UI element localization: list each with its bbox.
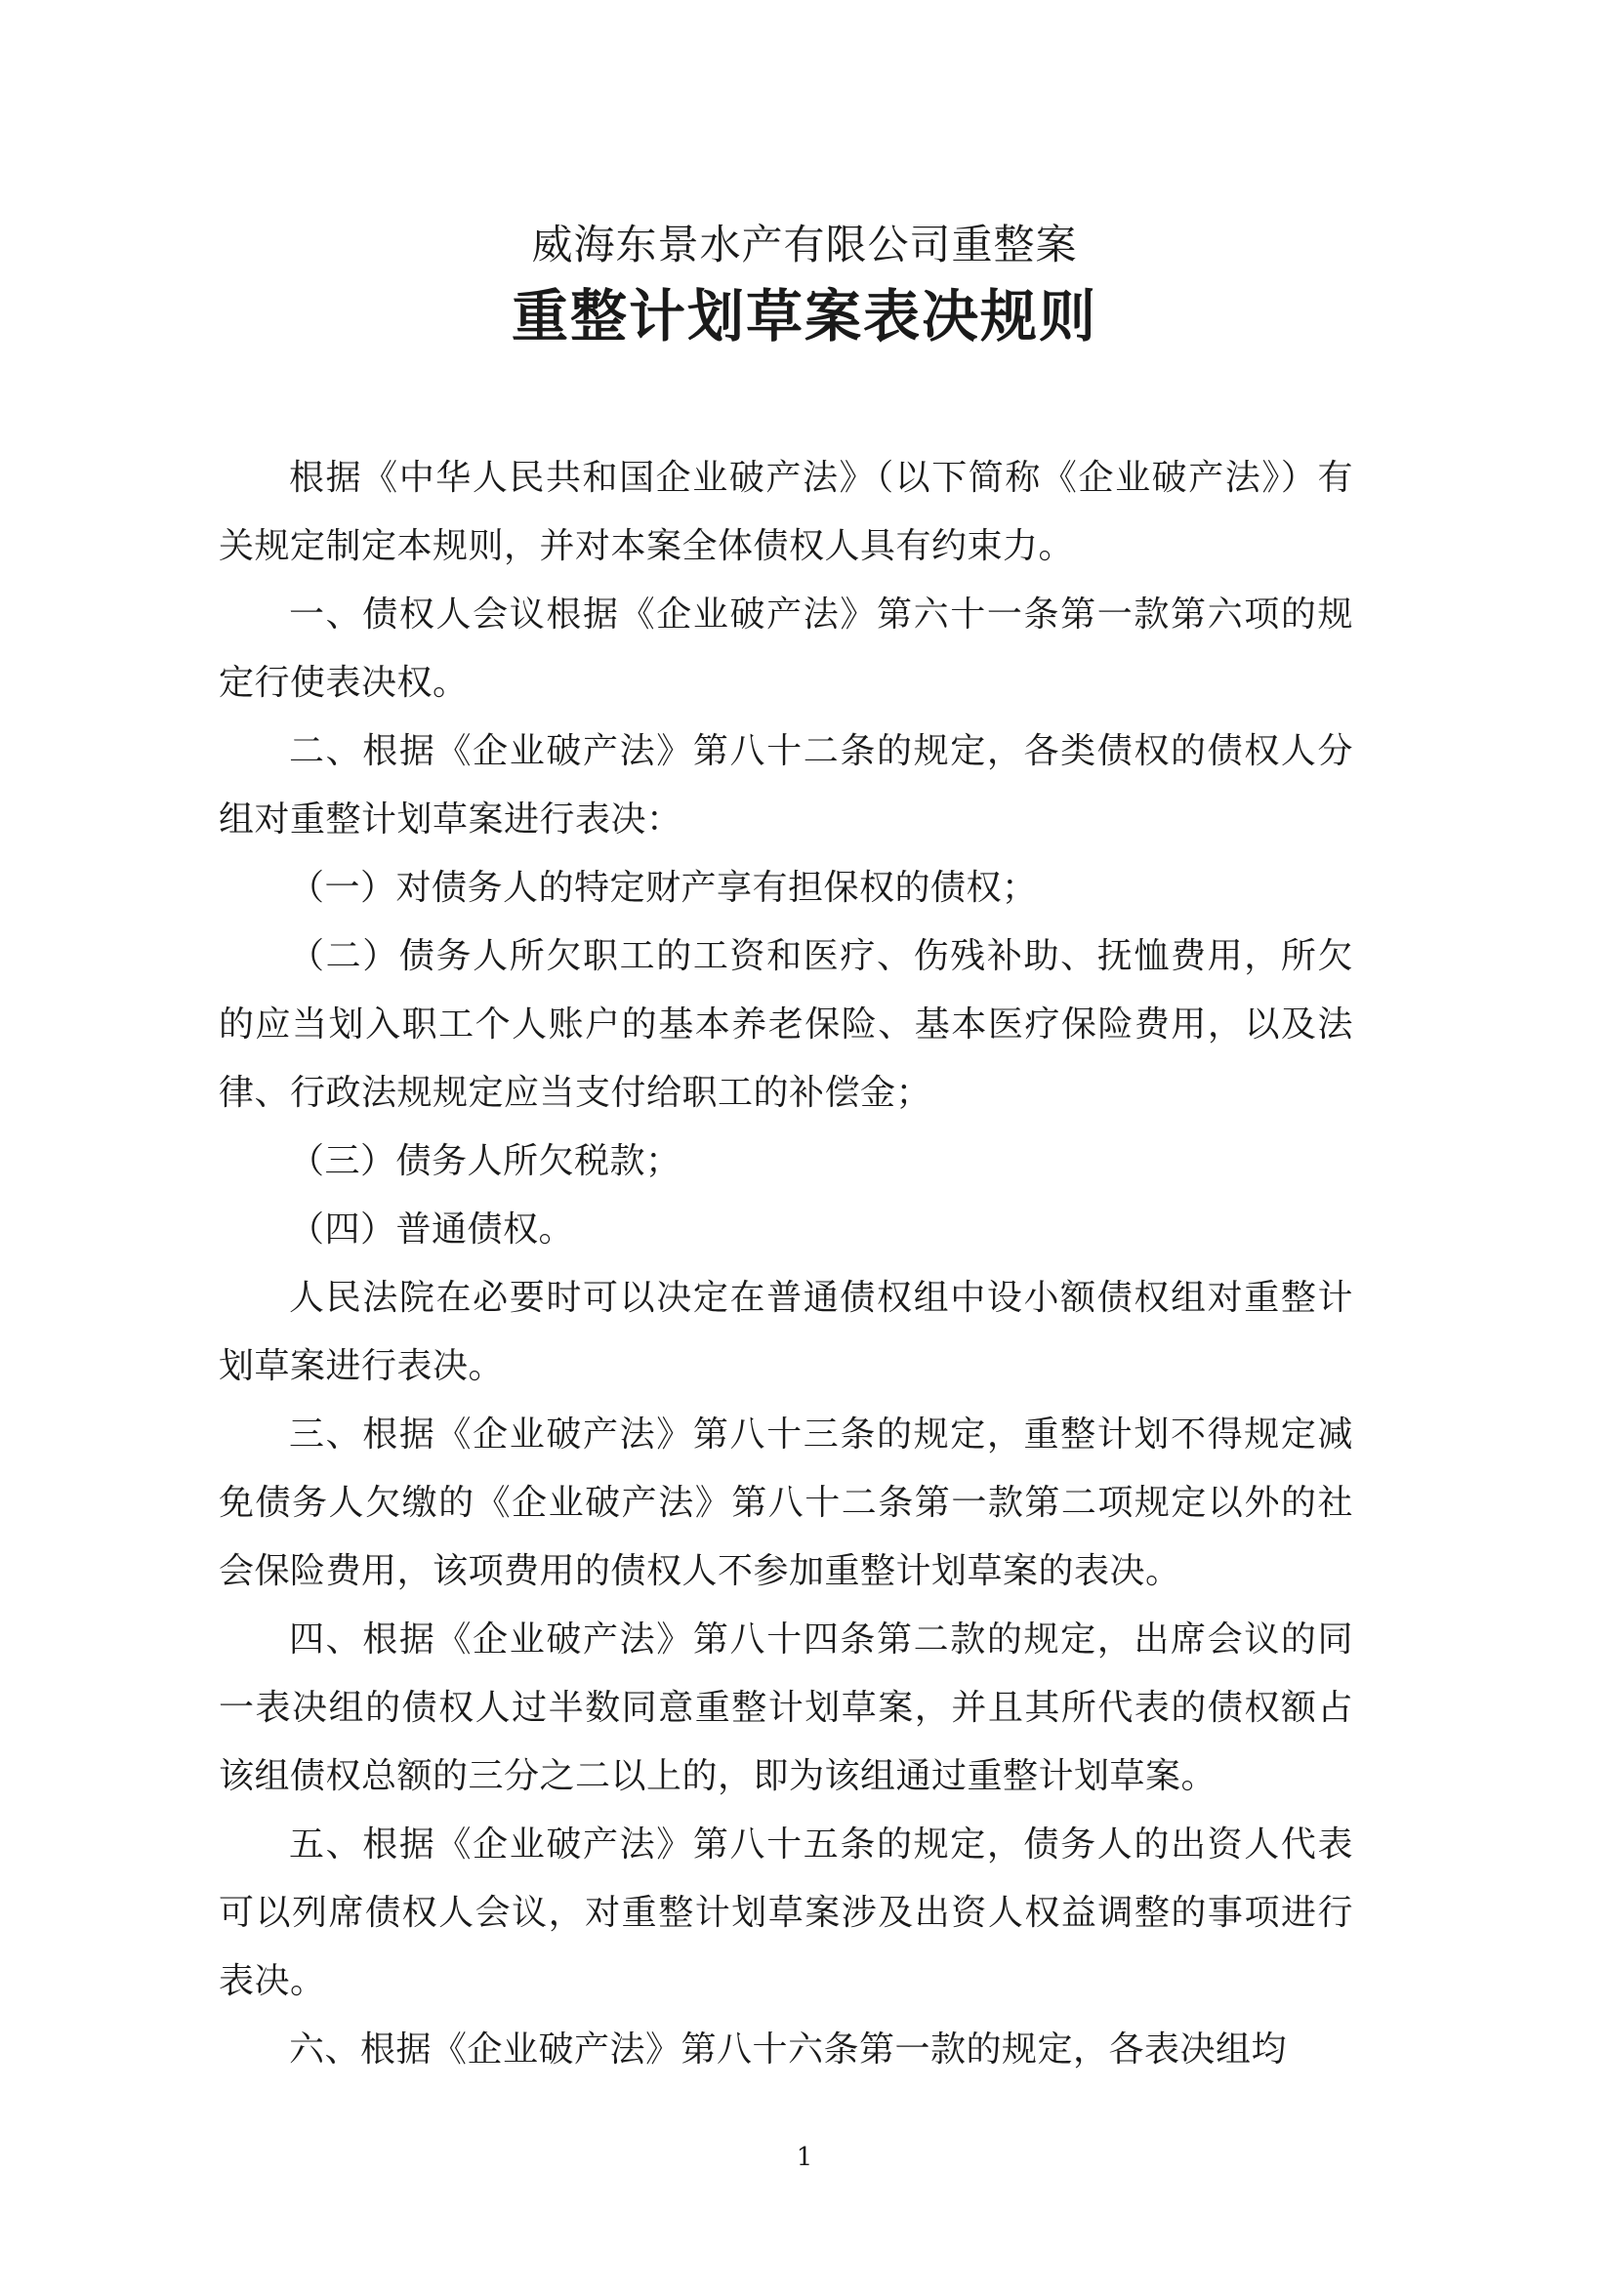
paragraph-intro: 根据《中华人民共和国企业破产法》（以下简称《企业破产法》）有关规定制定本规则，并对本案全体债权人具有约束力。: [219, 458, 1353, 566]
list-item-4: （四）普通债权。: [289, 1210, 575, 1250]
list-item-1: （一）对债务人的特定财产享有担保权的债权；: [289, 868, 1038, 908]
document-title: 重整计划草案表决规则: [511, 283, 1097, 349]
paragraph-article-1: 一、债权人会议根据《企业破产法》第六十一条第一款第六项的规定行使表决权。: [219, 594, 1353, 703]
list-item-2: （二）债务人所欠职工的工资和医疗、伤残补助、抚恤费用，所欠的应当划入职工个人账户的基本养老保险、基本医疗保险费用，以及法律、行政法规规定应当支付给职工的补偿金；: [219, 936, 1353, 1113]
document-body: [219, 444, 1353, 2084]
paragraph-small-claims: 人民法院在必要时可以决定在普通债权组中设小额债权组对重整计划草案进行表决。: [219, 1278, 1353, 1386]
paragraph-article-6: 六、根据《企业破产法》第八十六条第一款的规定，各表决组均: [289, 2030, 1288, 2070]
paragraph-article-2: 二、根据《企业破产法》第八十二条的规定，各类债权的债权人分组对重整计划草案进行表决：: [219, 731, 1353, 840]
paragraph-article-5: 五、根据《企业破产法》第八十五条的规定，债务人的出资人代表可以列席债权人会议，对重整计划草案涉及出资人权益调整的事项进行表决。: [219, 1824, 1353, 2001]
document-subtitle: 威海东景水产有限公司重整案: [531, 221, 1078, 268]
paragraph-article-4: 四、根据《企业破产法》第八十四条第二款的规定，出席会议的同一表决组的债权人过半数同意重整计划草案，并且其所代表的债权额占该组债权总额的三分之二以上的，即为该组通过重整计划草案。: [219, 1620, 1353, 1796]
list-item-3: （三）债务人所欠税款；: [289, 1141, 681, 1181]
paragraph-article-3: 三、根据《企业破产法》第八十三条的规定，重整计划不得规定减免债务人欠缴的《企业破产法》第八十二条第一款第二项规定以外的社会保险费用，该项费用的债权人不参加重整计划草案的表决。: [219, 1414, 1353, 1591]
page-number: 1: [796, 2143, 813, 2172]
